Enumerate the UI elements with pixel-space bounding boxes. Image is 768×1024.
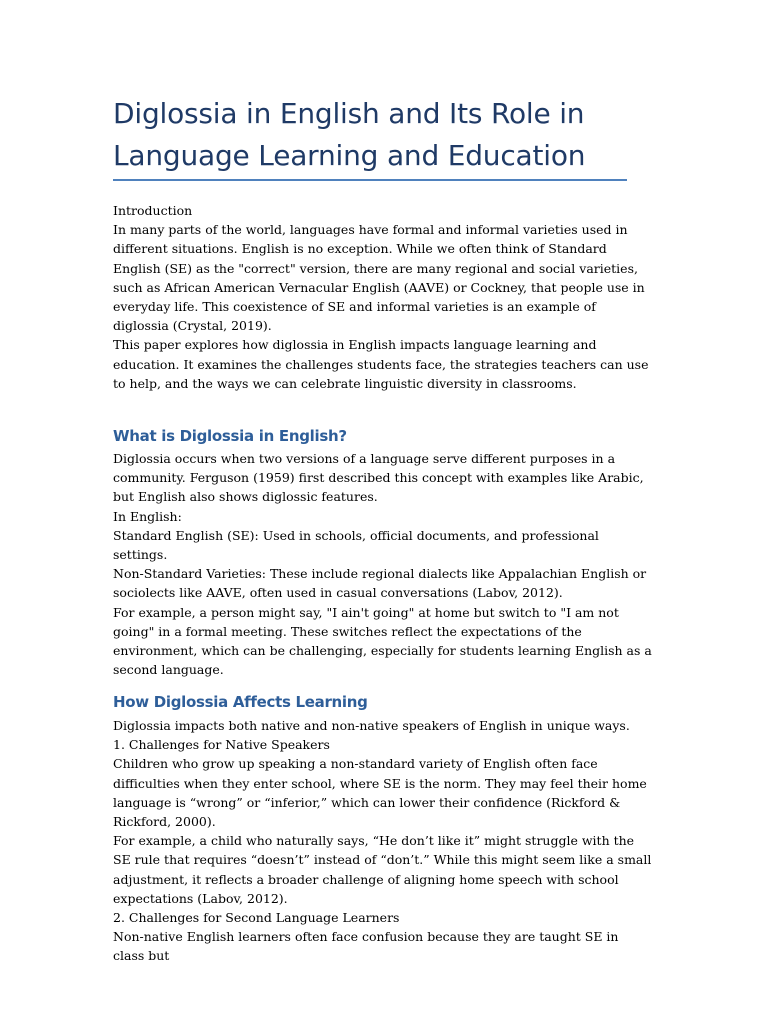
section-what-is-diglossia — [113, 449, 653, 679]
introduction-label: Introduction — [113, 203, 193, 218]
body-paragraph: Non-Standard Varieties: These include regional dialects like Appalachian English or sociolects like AAVE, often used in casual conversations (Labov, 2012). — [113, 566, 647, 601]
title-underline-rule — [113, 179, 627, 181]
section-how-diglossia-affects-learning — [113, 716, 653, 966]
body-paragraph: Diglossia occurs when two versions of a language serve different purposes in a community. Ferguson (1959) first described this concept with examples like Arabic, but English also shows diglossic features. — [113, 451, 644, 505]
subheading-challenges-second-language-learners: 2. Challenges for Second Language Learners — [113, 910, 400, 926]
document-title — [113, 93, 633, 177]
introduction-paragraph: In many parts of the world, languages have formal and informal varieties used in different situations. English is no exception. While we often think of Standard English (SE) as the "correct" version, there are many regional and social varieties, such as African American Vernacular English (AAVE) or Cockney, that people use in everyday life. This coexistence of SE and informal varieties is an example of diglossia (Crystal, 2019). — [113, 222, 645, 334]
subheading-challenges-native-speakers: 1. Challenges for Native Speakers — [113, 737, 330, 753]
document-title-line-1: Diglossia in English and Its Role in — [113, 97, 585, 130]
body-paragraph: Children who grow up speaking a non-standard variety of English often face difficulties when they enter school, where SE is the norm. They may feel their home language is “wrong” or “inferior,” which can lower their confidence (Rickford & Rickford, 2000). — [113, 756, 647, 830]
introduction-paragraph: This paper explores how diglossia in English impacts language learning and education. It examines the challenges students face, the strategies teachers can use to help, and the ways we can celebrate linguistic diversity in classrooms. — [113, 337, 649, 391]
body-paragraph: In English: — [113, 508, 182, 524]
body-paragraph: Diglossia impacts both native and non-native speakers of English in unique ways. — [113, 718, 630, 733]
body-paragraph: For example, a child who naturally says, “He don’t like it” might struggle with the SE rule that requires “doesn’t” instead of “don’t.” While this might seem like a small adjustment, it reflects a broader challenge of aligning home speech with school expectations (Labov, 2012). — [113, 833, 652, 906]
body-paragraph: Standard English (SE): Used in schools, official documents, and professional settings. — [113, 527, 599, 563]
document-title-line-2: Language Learning and Education — [113, 139, 586, 172]
section-heading-how-diglossia-affects-learning: How Diglossia Affects Learning — [113, 693, 368, 711]
introduction-section — [113, 201, 653, 393]
section-heading-what-is-diglossia: What is Diglossia in English? — [113, 427, 347, 445]
body-paragraph: Non-native English learners often face confusion because they are taught SE in class but — [113, 929, 619, 964]
body-paragraph: For example, a person might say, "I ain't going" at home but switch to "I am not going" in a formal meeting. These switches reflect the expectations of the environment, which can be challenging, especially for students learning English as a second language. — [113, 604, 652, 678]
